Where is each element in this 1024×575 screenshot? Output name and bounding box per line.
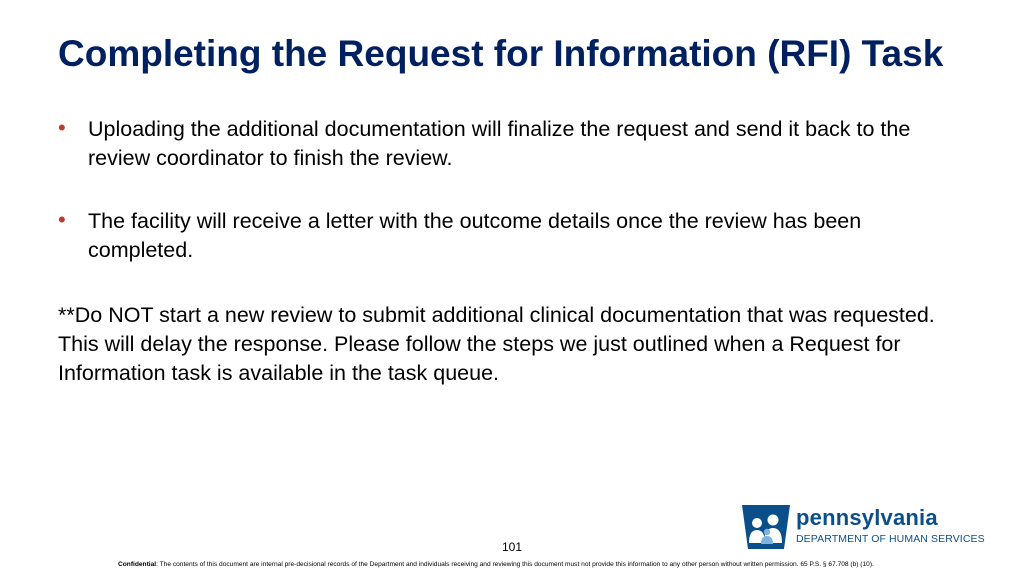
slide-title: Completing the Request for Information (RFI) Task [58,33,944,74]
bullet-text: The facility will receive a letter with the outcome details once the review has been completed. [88,209,862,262]
bullet-item [58,207,958,265]
bullet-text: Uploading the additional documentation will finalize the request and send it back to the review coordinator to finish the review. [88,117,911,170]
pa-dhs-logo [740,503,985,553]
bullet-item [58,115,958,173]
logo-wordmark: pennsylvania [796,505,938,530]
confidential-text: : The contents of this document are internal pre-decisional records of the Department and individuals receiving and reviewing this document must not provide this information to any other person without written permission. 65 P.S. § 67.708 (b) (10). [156,561,874,568]
confidential-footer [118,561,918,568]
logo-department: DEPARTMENT OF HUMAN SERVICES [796,533,985,545]
keystone-family-icon [740,503,792,551]
confidential-label: Confidential [118,561,157,568]
page-number: 101 [501,540,523,554]
bullet-dot-icon: • [58,115,66,140]
bullet-dot-icon: • [58,207,66,232]
bullet-list [58,115,958,299]
important-note: **Do NOT start a new review to submit additional clinical documentation that was requested. This will delay the response. Please follow the steps we just outlined when a Request for Information task is available in the task queue. [58,303,935,385]
